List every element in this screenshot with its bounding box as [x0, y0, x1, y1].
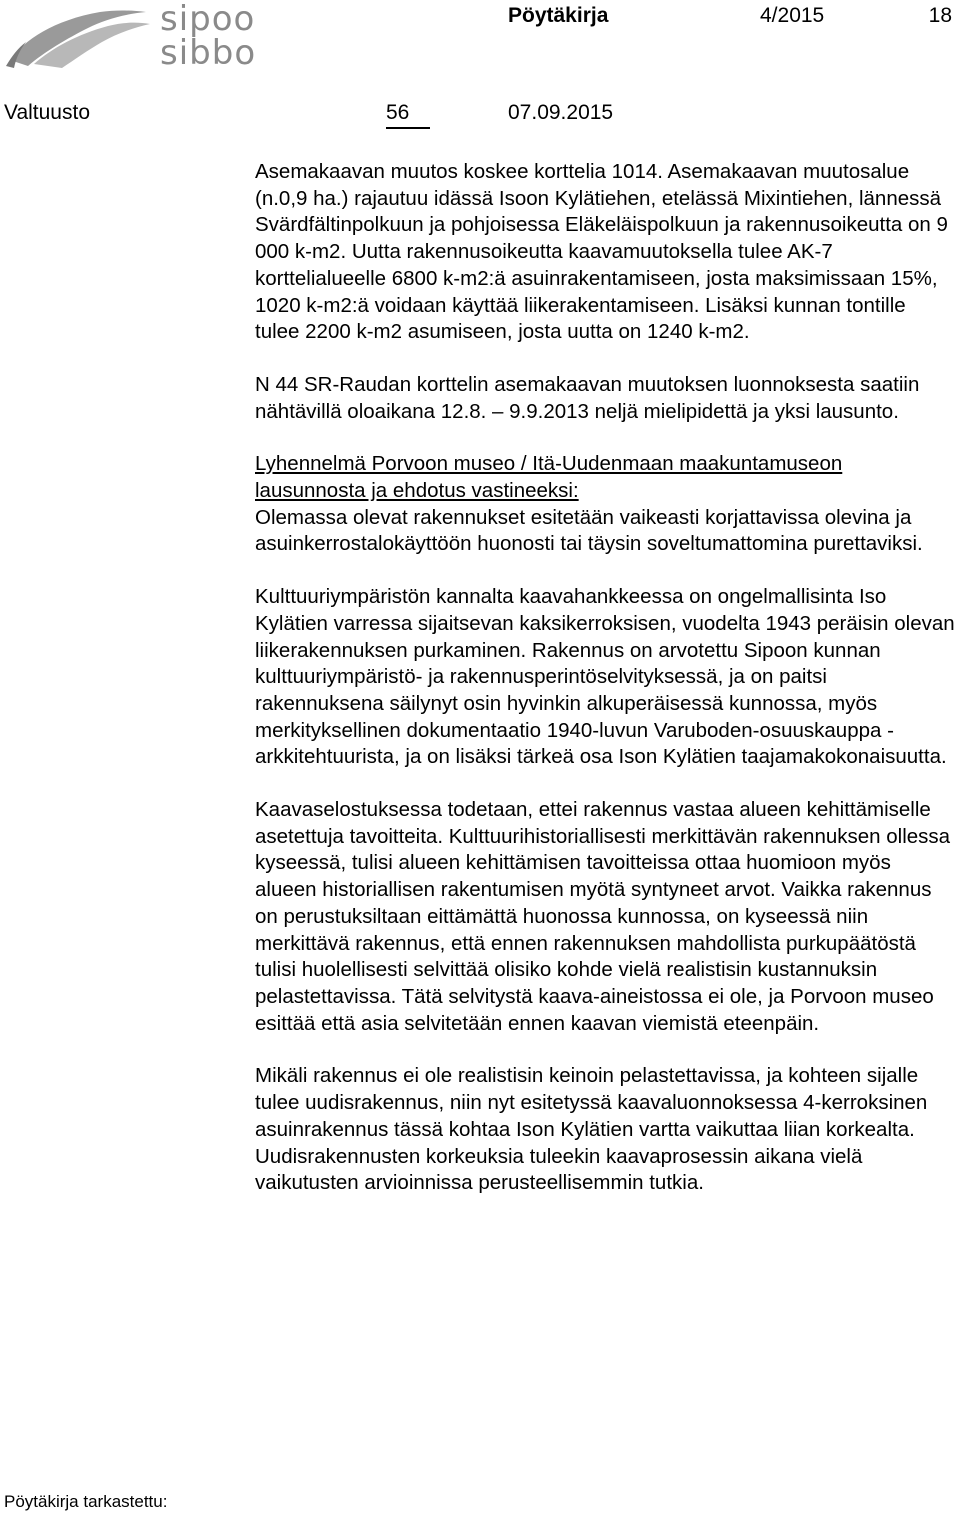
logo-word-sibbo: sibbo: [160, 33, 257, 73]
paragraph-plan-description: Asemakaavan muutos koskee korttelia 1014. Asemakaavan muutosalue (n.0,9 ha.) rajautuu idässä Isoon Kylätiehen, etelässä Mixintiehen, lännessä Svärdfältinpolkuun ja pohjoisessa Eläkeläispolkuun ja rakennusoikeutta on 9 000 k-m2. Uutta rakennusoikeutta kaavamuutoksella tulee AK-7 korttelialueelle 6800 k-m2:ä asuinrakentamiseen, josta maksimissaan 15%, 1020 k-m2:ä voidaan käyttää liikerakentamiseen. Lisäksi kunnan tontille tulee 2200 k-m2 asumiseen, josta uutta on 1240 k-m2.: [255, 160, 948, 344]
paragraph-feedback-count: N 44 SR-Raudan korttelin asemakaavan muutoksen luonnoksesta saatiin nähtävillä oloaikana 12.8. – 9.9.2013 neljä mielipidettä ja yksi lausunto.: [255, 372, 920, 423]
logo-word-sipoo: sipoo: [160, 0, 256, 39]
summary-heading: Lyhennelmä Porvoon museo / Itä-Uudenmaan maakuntamuseon lausunnosta ja ehdotus vastineeksi:: [255, 452, 843, 503]
page-number: 18: [928, 4, 952, 27]
sipoo-swoosh-icon: [4, 2, 154, 68]
summary-text: Olemassa olevat rakennukset esitetään vaikeasti korjattavissa olevina ja asuinkerrostalokäyttöön huonosti tai täysin soveltumattomina purettaviksi.: [255, 505, 923, 556]
meeting-body: Valtuusto: [4, 101, 90, 124]
document-issue: 4/2015: [760, 4, 825, 27]
section-number: 56: [386, 101, 410, 124]
paragraph-plan-description-review: Kaavaselostuksessa todetaan, ettei rakennus vastaa alueen kehittämiselle asetettuja tavoitteita. Kulttuurihistoriallisesti merkittävän rakennuksen ollessa kyseessä, tulisi alueen kehittämisen tavoitteissa ottaa huomioon myös alueen historiallisen rakentumisen myötä syntyneet arvot. Vaikka rakennus on perustuksiltaan eittämättä huonossa kunnossa, on kyseessä niin merkittävä rakennus, että ennen rakennuksen mahdollista purkupäätöstä tulisi huolellisesti selvittää olisiko kohde vielä realistisin kustannuksin pelastettavissa. Tätä selvitystä kaava-aineistossa ei ole, ja Porvoon museo esittää että asia selvitetään ennen kaavan viemistä eteenpäin.: [255, 798, 951, 1035]
paragraph-cultural-environment: Kulttuuriympäristön kannalta kaavahankkeessa on ongelmallisinta Iso Kylätien varressa sijaitsevan kaksikerroksisen, vuodelta 1943 peräisin olevan liikerakennuksen purkaminen. Rakennus on arvotettu Sipoon kunnan kulttuuriympäristö- ja rakennusperintöselvityksessä, ja on paitsi rakennuksena säilynyt osin hyvinkin alkuperäisessä kunnossa, myös merkityksellinen dokumentaatio 1940-luvun Varuboden-osuuskauppa -arkkitehtuurista, ja on lisäksi tärkeä osa Ison Kylätien taajamakokonaisuutta.: [255, 585, 955, 769]
section-underline: [386, 127, 430, 129]
paragraph-new-building: Mikäli rakennus ei ole realistisin keinoin pelastettavissa, ja kohteen sijalle tulee uudisrakennus, niin nyt esitetyssä kaavaluonnoksessa 4-kerroksinen asuinrakennus tässä kohtaa Ison Kylätien vartta vaikuttaa liian korkealta. Uudisrakennusten korkeuksia tuleekin kaavaprosessin aikana vielä vaikutusten arvioinnissa perusteellisemmin tutkia.: [255, 1064, 928, 1195]
footer-reviewed-label: Pöytäkirja tarkastettu:: [4, 1492, 168, 1511]
document-content: [255, 159, 955, 1223]
meeting-date: 07.09.2015: [508, 101, 614, 124]
document-title: Pöytäkirja: [508, 4, 609, 27]
sipoo-logo: [0, 0, 260, 80]
